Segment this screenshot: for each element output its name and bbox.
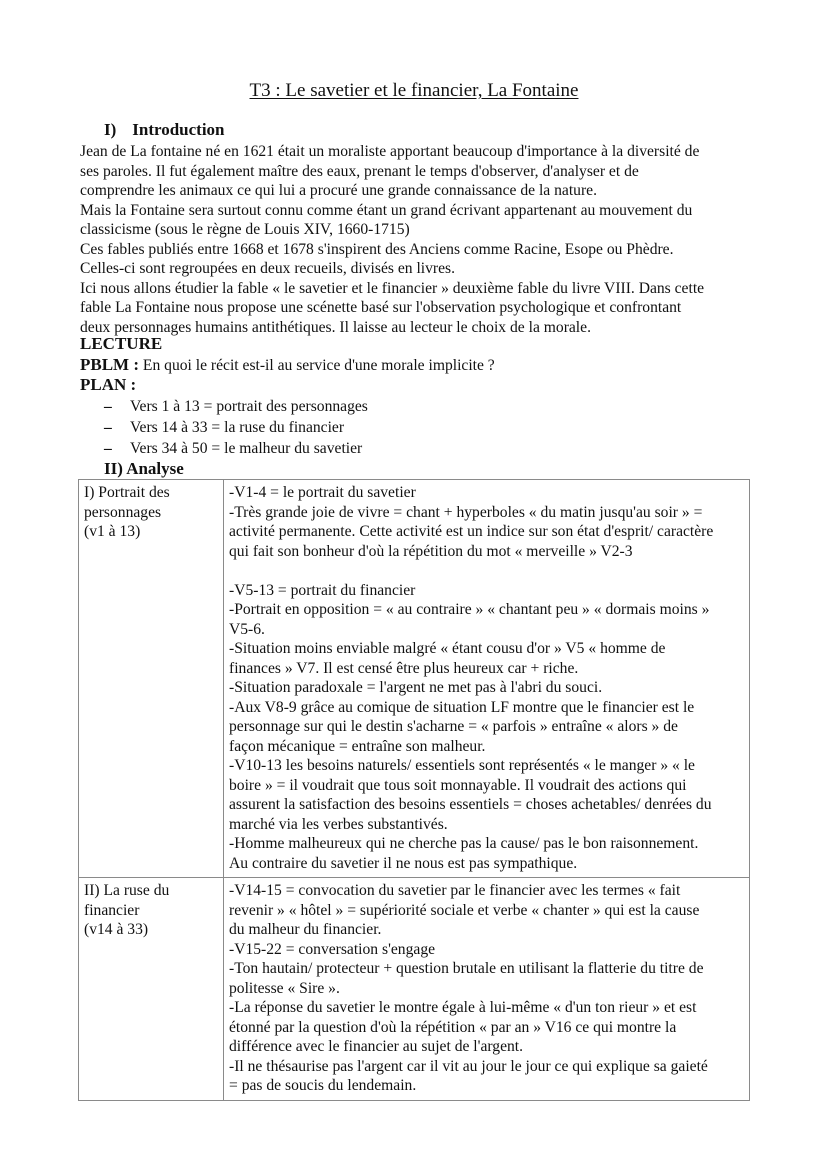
- document-title: T3 : Le savetier et le financier, La Fontaine: [249, 80, 579, 101]
- problematique: [80, 355, 495, 376]
- analysis-content-cell: [224, 878, 750, 1101]
- dash-bullet-icon: –: [104, 398, 112, 415]
- analysis-line: du malheur du financier.: [229, 921, 382, 938]
- section-title-line: I) Portrait des: [84, 484, 170, 501]
- analysis-line: finances » V7. Il est censé être plus heureux car + riche.: [229, 659, 579, 677]
- plan-item: [104, 439, 368, 460]
- analysis-line: -V10-13 les besoins naturels/ essentiels sont représentés « le manger » « le: [229, 757, 695, 774]
- analysis-line: étonné par la question d'où la répétition « par an » V16 ce qui montre la: [229, 1018, 677, 1036]
- analysis-table: [78, 479, 750, 1101]
- intro-line: Ici nous allons étudier la fable « le savetier et le financier » deuxième fable du livre VIII. Dans cette: [80, 279, 705, 297]
- intro-line: Ces fables publiés entre 1668 et 1678 s'inspirent des Anciens comme Racine, Esope ou Phèdre.: [80, 240, 674, 258]
- analysis-content-cell: [224, 480, 750, 878]
- table-row: [79, 878, 750, 1101]
- analysis-line: -Portrait en opposition = « au contraire » « chantant peu » « dormais moins »: [229, 601, 710, 618]
- analysis-line: politesse « Sire ».: [229, 979, 340, 997]
- plan-item: [104, 397, 368, 418]
- plan-item-text: Vers 14 à 33 = la ruse du financier: [130, 418, 345, 436]
- analysis-line: = pas de soucis du lendemain.: [229, 1077, 417, 1094]
- introduction-heading-text: Introduction: [132, 120, 225, 139]
- plan-list: [104, 397, 368, 459]
- section-title-line: (v14 à 33): [84, 921, 149, 938]
- analysis-line: -Situation paradoxale = l'argent ne met pas à l'abri du souci.: [229, 679, 603, 696]
- analysis-line: -Homme malheureux qui ne cherche pas la cause/ pas le bon raisonnement.: [229, 835, 699, 852]
- analysis-line: -La réponse du savetier le montre égale à lui-même « d'un ton rieur » et est: [229, 999, 697, 1016]
- analysis-line: -Situation moins enviable malgré « étant cousu d'or » V5 « homme de: [229, 640, 666, 657]
- analysis-line: -V14-15 = convocation du savetier par le financier avec les termes « fait: [229, 882, 681, 899]
- analysis-line: -Il ne thésaurise pas l'argent car il vit au jour le jour ce qui explique sa gaieté: [229, 1057, 708, 1075]
- analysis-line: personnage sur qui le destin s'acharne = « parfois » entraîne « alors » de: [229, 718, 678, 735]
- analysis-line: -Ton hautain/ protecteur + question brutale en utilisant la flatterie du titre de: [229, 960, 704, 977]
- intro-line: ses paroles. Il fut également maître des eaux, prenant le temps d'observer, d'analyser et de: [80, 162, 639, 180]
- plan-item-text: Vers 1 à 13 = portrait des personnages: [130, 398, 368, 415]
- introduction-heading: [104, 120, 225, 140]
- intro-line: fable La Fontaine nous propose une scénette basé sur l'observation psychologique et confrontant: [80, 299, 682, 316]
- analysis-line: différence avec le financier au sujet de l'argent.: [229, 1038, 524, 1055]
- dash-bullet-icon: –: [104, 439, 112, 457]
- section-title-line: personnages: [84, 503, 162, 521]
- intro-line: Jean de La fontaine né en 1621 était un moraliste apportant beaucoup d'importance à la diversité de: [80, 143, 700, 160]
- section-title-line: financier: [84, 901, 140, 919]
- introduction-body: [80, 142, 760, 337]
- pblm-text: En quoi le récit est-il au service d'une morale implicite ?: [139, 357, 495, 374]
- plan-item: [104, 418, 368, 439]
- table-row: [79, 480, 750, 878]
- blank-line: [229, 561, 745, 581]
- intro-line: Mais la Fontaine sera surtout connu comme étant un grand écrivant appartenant au mouvement du: [80, 201, 693, 219]
- intro-line: comprendre les animaux ce qui lui a procuré une grande connaissance de la nature.: [80, 182, 597, 199]
- analysis-line: V5-6.: [229, 620, 265, 638]
- intro-line: classicisme (sous le règne de Louis XIV, 1660-1715): [80, 221, 410, 238]
- section-title-cell: [79, 480, 224, 878]
- analysis-line: activité permanente. Cette activité est un indice sur son état d'esprit/ caractère: [229, 523, 714, 540]
- intro-line: deux personnages humains antithétiques. Il laisse au lecteur le choix de la morale.: [80, 318, 591, 336]
- section-title-cell: [79, 878, 224, 1101]
- pblm-label: PBLM :: [80, 355, 140, 374]
- dash-bullet-icon: –: [104, 418, 112, 436]
- analysis-line: marché via les verbes substantivés.: [229, 815, 448, 833]
- plan-item-text: Vers 34 à 50 = le malheur du savetier: [130, 439, 363, 457]
- analysis-line: assurent la satisfaction des besoins essentiels = choses achetables/ denrées du: [229, 796, 712, 813]
- analysis-line: façon mécanique = entraîne son malheur.: [229, 737, 486, 755]
- analyse-heading: II) Analyse: [104, 459, 184, 478]
- plan-heading: PLAN :: [80, 375, 137, 394]
- introduction-heading-number: I): [104, 120, 117, 139]
- analysis-line: revenir » « hôtel » = supériorité sociale et verbe « chanter » qui est la cause: [229, 901, 700, 919]
- section-title-line: II) La ruse du: [84, 882, 170, 899]
- analysis-line: qui fait son bonheur d'où la répétition du mot « merveille » V2-3: [229, 542, 633, 560]
- intro-line: Celles-ci sont regroupées en deux recueils, divisés en livres.: [80, 260, 456, 277]
- analysis-line: -Aux V8-9 grâce au comique de situation LF montre que le financier est le: [229, 698, 695, 716]
- analysis-line: Au contraire du savetier il ne nous est pas sympathique.: [229, 854, 578, 872]
- section-title-line: (v1 à 13): [84, 523, 141, 540]
- analysis-line: -V1-4 = le portrait du savetier: [229, 484, 416, 501]
- analysis-line: -V15-22 = conversation s'engage: [229, 940, 436, 958]
- analysis-line: -Très grande joie de vivre = chant + hyperboles « du matin jusqu'au soir » =: [229, 503, 703, 521]
- analysis-line: boire » = il voudrait que tous soit monnayable. Il voudrait des actions qui: [229, 776, 687, 794]
- lecture-heading: LECTURE: [80, 334, 163, 353]
- analysis-line: -V5-13 = portrait du financier: [229, 581, 416, 599]
